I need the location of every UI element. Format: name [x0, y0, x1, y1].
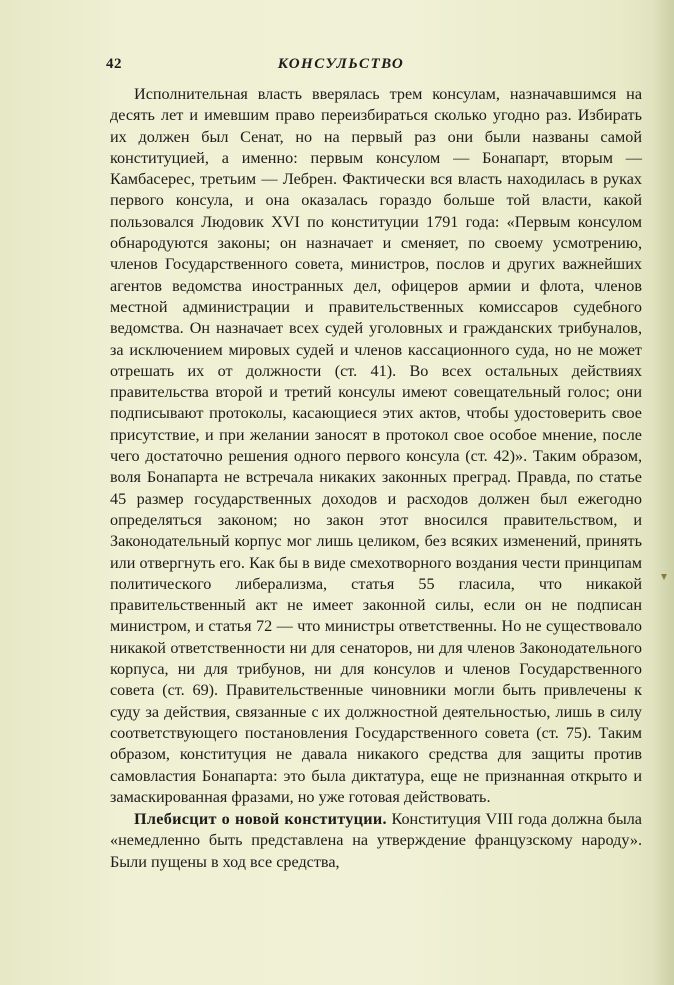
paragraph-2-text: Конституция VIII года должна была «немедленно быть представлена на утверждение французскому народу». Были пущены в ход все средства,: [110, 810, 642, 871]
margin-mark: [661, 574, 667, 580]
page-header: [106, 56, 576, 80]
page-number: 42: [106, 56, 122, 72]
section-run-in-heading: Плебисцит о новой конституции.: [134, 810, 387, 829]
paragraph-2: [110, 809, 642, 873]
paragraph-1: Исполнительная власть вверялась трем консулам, назначавшимся на десять лет и имевшим право переизбираться сколько угодно раз. Избирать их должен был Сенат, но на первый раз они были названы самой конституцией, а именно: первым консулом — Бонапарт, вторым — Камбасерес, третьим — Лебрен. Фактически вся власть находилась в руках первого консула, и она оказалась гораздо больше той власти, какой пользовался Людовик XVI по конституции 1791 года: «Первым консулом обнародуются законы; он назначает и сменяет, по своему усмотрению, членов Государственного совета, министров, послов и других важнейших агентов ведомства иностранных дел, офицеров армии и флота, членов местной администрации и правительственных комиссаров судебного ведомства. Он назначает всех судей уголовных и гражданских трибуналов, за исключением мировых судей и членов кассационного суда, но не может отрешать их от должности (ст. 41). Во всех остальных действиях правительства второй и третий консулы имеют совещательный голос; они подписывают протоколы, касающиеся этих актов, чтобы удостоверить свое присутствие, и при желании заносят в протокол свое особое мнение, после чего достаточно решения одного первого консула (ст. 42)». Таким образом, воля Бонапарта не встречала никаких законных преград. Правда, по статье 45 размер государственных доходов и расходов должен был ежегодно определяться законом; но закон этот вносился правительством, и Законодательный корпус мог лишь целиком, без всяких изменений, принять или отвергнуть его. Как бы в виде смехотворного воздания чести принципам политического либерализма, статья 55 гласила, что никакой правительственный акт не имеет законной силы, если он не подписан министром, и статья 72 — что министры ответственны. Но не существовало никакой ответственности ни для сенаторов, ни для членов Законодательного корпуса, ни для трибунов, ни для консулов и членов Государственного совета (ст. 69). Правительственные чиновники могли быть привлечены к суду за действия, связанные с их должностной деятельностью, лишь в силу соответствующего постановления Государственного совета (ст. 75). Таким образом, конституция не давала никакого средства для защиты против самовластия Бонапарта: это была диктатура, еще не признанная открыто и замаскированная фразами, но уже готовая действовать.: [110, 85, 642, 806]
page-edge-shadow: [652, 0, 674, 985]
running-head: КОНСУЛЬСТВО: [277, 56, 405, 72]
body-text: [110, 84, 642, 873]
